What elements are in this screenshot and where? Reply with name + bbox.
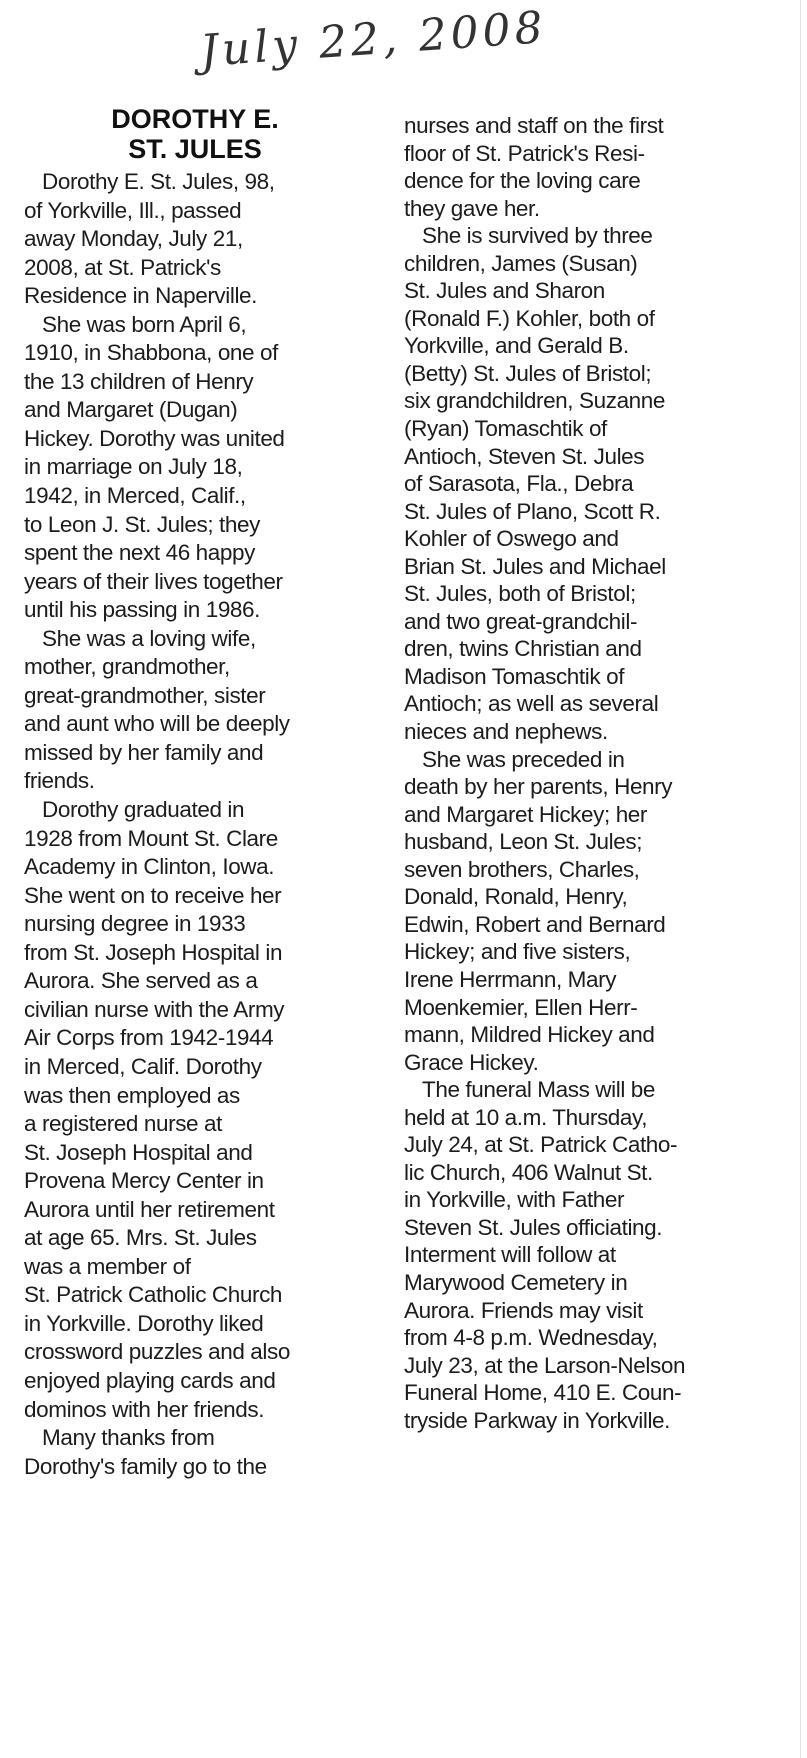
left-column (24, 168, 390, 1481)
text-line: of Sarasota, Fla., Debra (404, 471, 634, 497)
text-line: children, James (Susan) (404, 250, 638, 276)
text-line: Aurora. Friends may visit (404, 1297, 643, 1323)
text-line: St. Jules and Sharon (404, 278, 605, 304)
right-column (404, 112, 794, 1434)
text-line: Dorothy's family go to the (24, 1453, 267, 1479)
text-line: nursing degree in 1933 (24, 911, 246, 937)
text-line: nurses and staff on the first (404, 113, 664, 138)
text-line: missed by her family and (24, 739, 264, 765)
text-line: Moenkemier, Ellen Herr- (404, 994, 638, 1020)
text-line: Brian St. Jules and Michael (404, 553, 666, 579)
text-line: Provena Mercy Center in (24, 1168, 264, 1194)
text-line: from St. Joseph Hospital in (24, 939, 283, 965)
text-line: in Yorkville. Dorothy liked (24, 1310, 264, 1336)
text-line: 2008, at St. Patrick's (24, 254, 221, 280)
text-line: (Ronald F.) Kohler, both of (404, 305, 655, 331)
text-line: Many thanks from (42, 1425, 215, 1451)
text-line: Edwin, Robert and Bernard (404, 911, 666, 937)
text-line: She went on to receive her (24, 882, 282, 908)
paragraph (24, 1424, 390, 1481)
text-line: away Monday, July 21, (24, 226, 243, 252)
paragraph (24, 168, 390, 311)
text-line: great-grandmother, sister (24, 682, 266, 708)
text-line: enjoyed playing cards and (24, 1367, 276, 1393)
text-line: dence for the loving care (404, 168, 641, 194)
text-line: Academy in Clinton, Iowa. (24, 854, 275, 880)
text-line: lic Church, 406 Walnut St. (404, 1159, 653, 1185)
text-line: was a member of (24, 1253, 191, 1279)
text-line: friends. (24, 768, 95, 794)
text-line: crossword puzzles and also (24, 1339, 290, 1365)
text-line: Grace Hickey. (404, 1049, 539, 1075)
text-line: (Ryan) Tomaschtik of (404, 416, 607, 442)
clipping-edge (800, 0, 801, 1758)
text-line: civilian nurse with the Army (24, 996, 285, 1022)
text-line: Irene Herrmann, Mary (404, 966, 617, 992)
paragraph (24, 796, 390, 1424)
text-line: Madison Tomaschtik of (404, 663, 625, 689)
text-line: in marriage on July 18, (24, 454, 243, 480)
text-line: July 24, at St. Patrick Catho- (404, 1132, 678, 1158)
text-line: Hickey; and five sisters, (404, 939, 631, 965)
text-line: Donald, Ronald, Henry, (404, 884, 628, 910)
text-line: Antioch, Steven St. Jules (404, 443, 645, 469)
text-line: to Leon J. St. Jules; they (24, 511, 260, 537)
text-line: Yorkville, and Gerald B. (404, 333, 629, 359)
paragraph (24, 625, 390, 796)
text-line: and two great-grandchil- (404, 608, 638, 634)
text-line: She was born April 6, (42, 311, 247, 337)
paragraph (404, 1076, 794, 1434)
text-line: death by her parents, Henry (404, 774, 673, 800)
text-line: 1942, in Merced, Calif., (24, 483, 246, 509)
text-line: husband, Leon St. Jules; (404, 829, 643, 855)
text-line: spent the next 46 happy (24, 540, 255, 566)
text-line: Air Corps from 1942-1944 (24, 1025, 274, 1051)
text-line: until his passing in 1986. (24, 597, 261, 623)
headline-line-2: ST. JULES (128, 134, 262, 164)
paragraph (24, 311, 390, 625)
text-line: years of their lives together (24, 568, 283, 594)
handwritten-date: July 22, 2008 (198, 1, 549, 78)
text-line: mother, grandmother, (24, 654, 230, 680)
paragraph (404, 222, 794, 745)
text-line: St. Patrick Catholic Church (24, 1282, 283, 1308)
text-line: held at 10 a.m. Thursday, (404, 1104, 648, 1130)
text-line: July 23, at the Larson-Nelson (404, 1352, 686, 1378)
text-line: they gave her. (404, 195, 540, 221)
text-line: tryside Parkway in Yorkville. (404, 1407, 671, 1433)
text-line: St. Joseph Hospital and (24, 1139, 253, 1165)
text-line: dren, twins Christian and (404, 636, 642, 662)
text-line: from 4-8 p.m. Wednesday, (404, 1325, 658, 1351)
text-line: mann, Mildred Hickey and (404, 1022, 655, 1048)
text-line: in Yorkville, with Father (404, 1187, 625, 1213)
text-line: six grandchildren, Suzanne (404, 388, 666, 414)
headline-line-1: DOROTHY E. (111, 104, 279, 134)
text-line: was then employed as (24, 1082, 240, 1108)
obituary-headline (50, 104, 340, 164)
text-line: and Margaret (Dugan) (24, 397, 238, 423)
text-line: Hickey. Dorothy was united (24, 425, 285, 451)
text-line: at age 65. Mrs. St. Jules (24, 1225, 257, 1251)
text-line: and aunt who will be deeply (24, 711, 290, 737)
text-line: 1910, in Shabbona, one of (24, 340, 278, 366)
text-line: She was preceded in (422, 746, 625, 772)
text-line: (Betty) St. Jules of Bristol; (404, 360, 652, 386)
text-line: and Margaret Hickey; her (404, 801, 648, 827)
paragraph (404, 112, 794, 222)
text-line: Kohler of Oswego and (404, 526, 619, 552)
text-line: Aurora. She served as a (24, 968, 258, 994)
text-line: Funeral Home, 410 E. Coun- (404, 1380, 682, 1406)
paragraph (404, 746, 794, 1077)
text-line: Dorothy E. St. Jules, 98, (42, 169, 275, 194)
text-line: dominos with her friends. (24, 1396, 265, 1422)
text-line: She is survived by three (422, 223, 653, 249)
text-line: seven brothers, Charles, (404, 856, 640, 882)
text-line: Interment will follow at (404, 1242, 616, 1268)
text-line: floor of St. Patrick's Resi- (404, 140, 645, 166)
text-line: Steven St. Jules officiating. (404, 1214, 663, 1240)
text-line: Antioch; as well as several (404, 691, 659, 717)
text-line: St. Jules of Plano, Scott R. (404, 498, 661, 524)
text-line: of Yorkville, Ill., passed (24, 197, 242, 223)
text-line: Residence in Naperville. (24, 283, 258, 309)
text-line: She was a loving wife, (42, 625, 256, 651)
text-line: The funeral Mass will be (422, 1077, 656, 1103)
text-line: a registered nurse at (24, 1111, 222, 1137)
text-line: Aurora until her retirement (24, 1196, 275, 1222)
text-line: 1928 from Mount St. Clare (24, 825, 278, 851)
text-line: Marywood Cemetery in (404, 1269, 628, 1295)
text-line: St. Jules, both of Bristol; (404, 581, 636, 607)
text-line: the 13 children of Henry (24, 368, 254, 394)
text-line: nieces and nephews. (404, 719, 608, 745)
text-line: Dorothy graduated in (42, 797, 245, 823)
text-line: in Merced, Calif. Dorothy (24, 1053, 262, 1079)
